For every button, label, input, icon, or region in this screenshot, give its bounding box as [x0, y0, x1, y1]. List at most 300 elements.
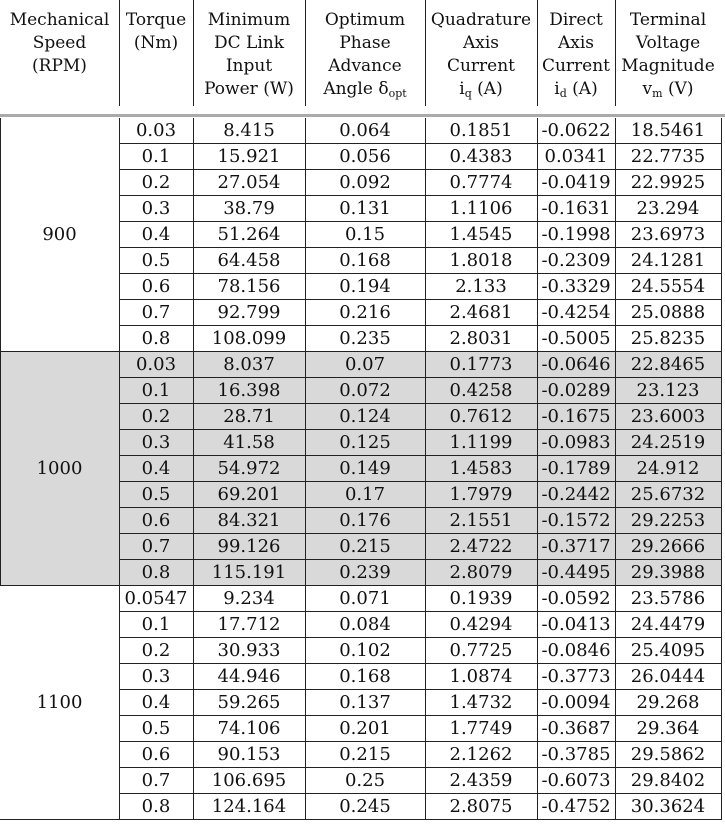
cell-iq: 2.8031: [449, 328, 513, 349]
cell-power: 115.191: [211, 562, 287, 583]
column-divider: [721, 716, 722, 742]
column-divider: [425, 534, 426, 560]
column-divider: [615, 690, 616, 716]
header-line: (Nm): [133, 33, 179, 53]
cell-power: 9.234: [223, 588, 275, 609]
cell-vm: 24.4479: [630, 614, 706, 635]
cell-phase-angle: 0.137: [339, 692, 391, 713]
column-divider: [305, 612, 306, 638]
header-line: Magnitude: [621, 56, 715, 76]
header-line-symbol: Angle $\delta_{opt}$: [323, 79, 407, 100]
column-divider: [305, 716, 306, 742]
column-divider: [425, 742, 426, 768]
header-line: Voltage: [635, 33, 701, 53]
header-line: Torque: [125, 10, 187, 30]
cell-vm: 25.8235: [630, 328, 706, 349]
cell-vm: 22.9925: [630, 172, 706, 193]
column-divider: [721, 768, 722, 794]
column-divider: [305, 378, 306, 404]
cell-phase-angle: 0.064: [339, 120, 391, 141]
cell-vm: 25.4095: [630, 640, 706, 661]
table-row: [0, 742, 725, 768]
column-divider: [615, 586, 616, 612]
cell-phase-angle: 0.149: [339, 458, 391, 479]
header-line: (RPM): [32, 56, 87, 76]
cell-vm: 24.1281: [630, 250, 706, 271]
column-divider: [193, 534, 194, 560]
column-divider: [193, 170, 194, 196]
column-divider: [615, 144, 616, 170]
header-line: Input: [225, 56, 273, 76]
column-divider: [425, 326, 426, 352]
speed-label: 1100: [36, 692, 83, 713]
cell-torque: 0.2: [141, 640, 171, 661]
cell-iq: 2.8079: [449, 562, 513, 583]
column-divider: [425, 768, 426, 794]
header-divider: [537, 0, 538, 106]
column-divider: [615, 638, 616, 664]
cell-vm: 22.7735: [630, 146, 706, 167]
cell-id: -0.0622: [541, 120, 611, 141]
cell-id: -0.1789: [541, 458, 611, 479]
header-id: [537, 0, 615, 106]
cell-iq: 2.133: [455, 276, 507, 297]
cell-phase-angle: 0.194: [339, 276, 391, 297]
cell-vm: 29.364: [636, 718, 700, 739]
header-line-symbol: $v_m$ (V): [642, 79, 694, 100]
column-divider: [615, 118, 616, 144]
cell-torque: 0.8: [141, 328, 171, 349]
cell-torque: 0.3: [141, 666, 171, 687]
cell-id: -0.3329: [541, 276, 611, 297]
column-divider: [615, 768, 616, 794]
cell-id: -0.0094: [541, 692, 611, 713]
column-divider: [305, 586, 306, 612]
cell-id: -0.5005: [541, 328, 611, 349]
column-divider: [193, 482, 194, 508]
table-row: [0, 664, 725, 690]
cell-id: -0.1631: [541, 198, 611, 219]
column-divider: [305, 794, 306, 820]
cell-iq: 0.1939: [449, 588, 513, 609]
cell-phase-angle: 0.084: [339, 614, 391, 635]
cell-phase-angle: 0.17: [344, 484, 386, 505]
cell-iq: 0.4294: [449, 614, 513, 635]
cell-phase-angle: 0.215: [339, 744, 391, 765]
column-divider: [721, 690, 722, 716]
table-row: [0, 482, 725, 508]
header-divider: [305, 0, 306, 106]
column-divider: [193, 222, 194, 248]
column-divider: [537, 144, 538, 170]
column-divider: [537, 404, 538, 430]
column-divider: [425, 352, 426, 378]
cell-vm: 29.8402: [630, 770, 706, 791]
column-divider: [193, 560, 194, 586]
cell-power: 15.921: [217, 146, 281, 167]
column-divider: [721, 560, 722, 586]
column-divider: [305, 534, 306, 560]
column-divider: [425, 664, 426, 690]
header-line: Mechanical: [9, 10, 110, 30]
cell-id: -0.2309: [541, 250, 611, 271]
cell-id: -0.0592: [541, 588, 611, 609]
column-divider: [721, 300, 722, 326]
column-divider: [425, 482, 426, 508]
cell-power: 92.799: [217, 302, 281, 323]
column-divider: [537, 612, 538, 638]
column-divider: [537, 222, 538, 248]
cell-power: 17.712: [217, 614, 281, 635]
table-row: [0, 404, 725, 430]
column-divider: [425, 638, 426, 664]
cell-torque: 0.1: [141, 146, 171, 167]
cell-torque: 0.7: [141, 536, 171, 557]
column-divider: [537, 638, 538, 664]
cell-phase-angle: 0.092: [339, 172, 391, 193]
cell-id: -0.0983: [541, 432, 611, 453]
column-divider: [193, 690, 194, 716]
column-divider: [305, 664, 306, 690]
cell-id: -0.0289: [541, 380, 611, 401]
table-row: [0, 508, 725, 534]
cell-power: 78.156: [217, 276, 281, 297]
column-divider: [721, 326, 722, 352]
cell-iq: 1.7979: [449, 484, 513, 505]
cell-power: 51.264: [217, 224, 281, 245]
cell-vm: 23.6973: [630, 224, 706, 245]
column-divider: [537, 768, 538, 794]
table-row: [0, 378, 725, 404]
cell-power: 54.972: [217, 458, 281, 479]
cell-power: 44.946: [217, 666, 281, 687]
column-divider: [537, 716, 538, 742]
cell-vm: 23.6003: [630, 406, 706, 427]
column-divider: [537, 456, 538, 482]
table-row: [0, 222, 725, 248]
column-divider: [425, 144, 426, 170]
column-divider: [425, 560, 426, 586]
cell-torque: 0.3: [141, 198, 171, 219]
cell-iq: 1.1199: [449, 432, 513, 453]
column-divider: [537, 534, 538, 560]
cell-torque: 0.6: [141, 276, 171, 297]
cell-torque: 0.5: [141, 718, 171, 739]
cell-iq: 0.4383: [449, 146, 513, 167]
header-line: DC Link: [213, 33, 285, 53]
cell-power: 8.415: [223, 120, 275, 141]
cell-phase-angle: 0.216: [339, 302, 391, 323]
cell-iq: 2.4681: [449, 302, 513, 323]
column-divider: [537, 560, 538, 586]
header-line: Axis: [557, 33, 595, 53]
cell-phase-angle: 0.124: [339, 406, 391, 427]
column-divider: [721, 378, 722, 404]
column-divider: [615, 196, 616, 222]
cell-id: -0.1998: [541, 224, 611, 245]
table-row: [0, 170, 725, 196]
table-row: [0, 144, 725, 170]
cell-vm: 29.268: [636, 692, 700, 713]
column-divider: [721, 508, 722, 534]
header-line: Quadrature: [430, 10, 532, 30]
column-divider: [537, 196, 538, 222]
column-divider: [537, 664, 538, 690]
header-line: Direct: [549, 10, 603, 30]
cell-id: -0.0646: [541, 354, 611, 375]
cell-id: -0.2442: [541, 484, 611, 505]
column-divider: [615, 378, 616, 404]
cell-vm: 24.912: [636, 458, 700, 479]
group-divider-bottom: [0, 819, 721, 820]
column-divider: [305, 638, 306, 664]
column-divider: [537, 690, 538, 716]
column-divider: [425, 456, 426, 482]
cell-torque: 0.03: [135, 120, 177, 141]
column-divider: [193, 716, 194, 742]
cell-torque: 0.2: [141, 172, 171, 193]
cell-power: 84.321: [217, 510, 281, 531]
column-divider: [305, 144, 306, 170]
cell-iq: 1.7749: [449, 718, 513, 739]
column-divider: [537, 170, 538, 196]
column-divider: [721, 456, 722, 482]
cell-iq: 1.4732: [449, 692, 513, 713]
cell-power: 41.58: [223, 432, 275, 453]
column-divider: [425, 248, 426, 274]
header-line: Minimum: [207, 10, 291, 30]
header-divider: [615, 0, 616, 106]
column-divider: [425, 430, 426, 456]
column-divider: [721, 534, 722, 560]
column-divider: [425, 586, 426, 612]
cell-torque: 0.03: [135, 354, 177, 375]
column-divider: [305, 326, 306, 352]
column-divider: [305, 222, 306, 248]
column-divider: [721, 196, 722, 222]
cell-torque: 0.5: [141, 250, 171, 271]
column-divider: [721, 352, 722, 378]
cell-iq: 2.8075: [449, 796, 513, 817]
cell-iq: 2.1551: [449, 510, 513, 531]
header-line: Terminal: [629, 10, 707, 30]
cell-torque: 0.8: [141, 562, 171, 583]
column-divider: [721, 638, 722, 664]
table-row: [0, 248, 725, 274]
column-divider: [193, 352, 194, 378]
cell-vm: 22.8465: [630, 354, 706, 375]
cell-torque: 0.2: [141, 406, 171, 427]
cell-power: 59.265: [217, 692, 281, 713]
table-row: [0, 716, 725, 742]
cell-iq: 0.1773: [449, 354, 513, 375]
column-divider: [537, 326, 538, 352]
cell-torque: 0.1: [141, 380, 171, 401]
column-divider: [425, 716, 426, 742]
table-row: [0, 638, 725, 664]
cell-torque: 0.3: [141, 432, 171, 453]
cell-power: 28.71: [223, 406, 275, 427]
column-divider: [721, 794, 722, 820]
cell-torque: 0.1: [141, 614, 171, 635]
cell-torque: 0.5: [141, 484, 171, 505]
speed-label: 900: [42, 224, 77, 245]
cell-power: 108.099: [211, 328, 287, 349]
header-line: Speed: [32, 33, 87, 53]
cell-power: 99.126: [217, 536, 281, 557]
cell-id: 0.0341: [544, 146, 608, 167]
header-divider: [119, 0, 120, 106]
cell-torque: 0.0547: [124, 588, 188, 609]
column-divider: [193, 118, 194, 144]
column-divider: [537, 482, 538, 508]
cell-iq: 1.1106: [449, 198, 513, 219]
cell-id: -0.0846: [541, 640, 611, 661]
cell-torque: 0.7: [141, 770, 171, 791]
cell-power: 27.054: [217, 172, 281, 193]
cell-iq: 0.4258: [449, 380, 513, 401]
column-divider: [425, 274, 426, 300]
cell-vm: 23.294: [636, 198, 700, 219]
cell-power: 74.106: [217, 718, 281, 739]
table-row: [0, 612, 725, 638]
column-divider: [721, 482, 722, 508]
column-divider: [305, 456, 306, 482]
header-line-symbol: $i_d$ (A): [554, 79, 598, 100]
cell-vm: 29.5862: [630, 744, 706, 765]
cell-iq: 1.0874: [449, 666, 513, 687]
cell-id: -0.1572: [541, 510, 611, 531]
cell-power: 16.398: [217, 380, 281, 401]
cell-torque: 0.4: [141, 224, 171, 245]
column-divider: [721, 742, 722, 768]
column-divider: [721, 404, 722, 430]
column-divider: [305, 404, 306, 430]
table-row: [0, 794, 725, 820]
column-divider: [615, 482, 616, 508]
column-divider: [615, 716, 616, 742]
column-divider: [537, 274, 538, 300]
header-divider: [193, 0, 194, 106]
column-divider: [425, 196, 426, 222]
column-divider: [193, 248, 194, 274]
column-divider: [615, 248, 616, 274]
column-divider: [193, 144, 194, 170]
column-divider: [537, 352, 538, 378]
header-speed: [0, 0, 119, 106]
header-line: Axis: [462, 33, 500, 53]
column-divider: [305, 560, 306, 586]
header-iq: [425, 0, 537, 106]
cell-phase-angle: 0.131: [339, 198, 391, 219]
column-divider: [305, 274, 306, 300]
column-divider: [615, 326, 616, 352]
table-row: [0, 534, 725, 560]
column-divider: [193, 586, 194, 612]
column-divider: [305, 196, 306, 222]
column-divider: [615, 352, 616, 378]
column-divider: [425, 404, 426, 430]
column-divider: [193, 300, 194, 326]
column-divider: [305, 352, 306, 378]
cell-id: -0.4752: [541, 796, 611, 817]
cell-torque: 0.8: [141, 796, 171, 817]
column-divider: [305, 170, 306, 196]
header-rule: [0, 114, 725, 117]
cell-iq: 0.7725: [449, 640, 513, 661]
column-divider: [537, 118, 538, 144]
table-row: [0, 274, 725, 300]
column-divider: [721, 144, 722, 170]
cell-id: -0.4495: [541, 562, 611, 583]
column-divider: [425, 508, 426, 534]
column-divider: [721, 170, 722, 196]
cell-id: -0.4254: [541, 302, 611, 323]
cell-id: -0.3785: [541, 744, 611, 765]
column-divider: [537, 248, 538, 274]
cell-phase-angle: 0.071: [339, 588, 391, 609]
column-divider: [425, 170, 426, 196]
table-row: [0, 430, 725, 456]
cell-phase-angle: 0.176: [339, 510, 391, 531]
column-divider: [425, 690, 426, 716]
header-line: Power (W): [204, 79, 294, 99]
cell-vm: 18.5461: [630, 120, 706, 141]
cell-vm: 29.2253: [630, 510, 706, 531]
column-divider: [721, 274, 722, 300]
cell-phase-angle: 0.056: [339, 146, 391, 167]
column-divider: [193, 404, 194, 430]
cell-iq: 1.8018: [449, 250, 513, 271]
column-divider: [305, 482, 306, 508]
column-divider: [721, 586, 722, 612]
cell-torque: 0.6: [141, 744, 171, 765]
cell-vm: 25.0888: [630, 302, 706, 323]
cell-phase-angle: 0.102: [339, 640, 391, 661]
cell-iq: 1.4545: [449, 224, 513, 245]
table-row: [0, 196, 725, 222]
table-row: [0, 352, 725, 378]
column-divider: [305, 430, 306, 456]
column-divider: [615, 300, 616, 326]
cell-power: 90.153: [217, 744, 281, 765]
cell-vm: 25.6732: [630, 484, 706, 505]
column-divider: [305, 742, 306, 768]
cell-phase-angle: 0.215: [339, 536, 391, 557]
cell-power: 69.201: [217, 484, 281, 505]
column-divider: [305, 768, 306, 794]
column-divider: [537, 794, 538, 820]
cell-id: -0.3717: [541, 536, 611, 557]
table-row: [0, 300, 725, 326]
cell-torque: 0.4: [141, 692, 171, 713]
cell-torque: 0.6: [141, 510, 171, 531]
column-divider: [305, 248, 306, 274]
cell-id: -0.0419: [541, 172, 611, 193]
table-header: [0, 0, 725, 118]
header-line: Advance: [328, 56, 402, 76]
column-divider: [193, 794, 194, 820]
column-divider: [537, 300, 538, 326]
header-line: Optimum: [324, 10, 406, 30]
cell-phase-angle: 0.168: [339, 250, 391, 271]
column-divider: [537, 586, 538, 612]
column-divider: [615, 560, 616, 586]
cell-vm: 24.2519: [630, 432, 706, 453]
cell-iq: 2.4359: [449, 770, 513, 791]
cell-id: -0.6073: [541, 770, 611, 791]
cell-id: -0.3773: [541, 666, 611, 687]
